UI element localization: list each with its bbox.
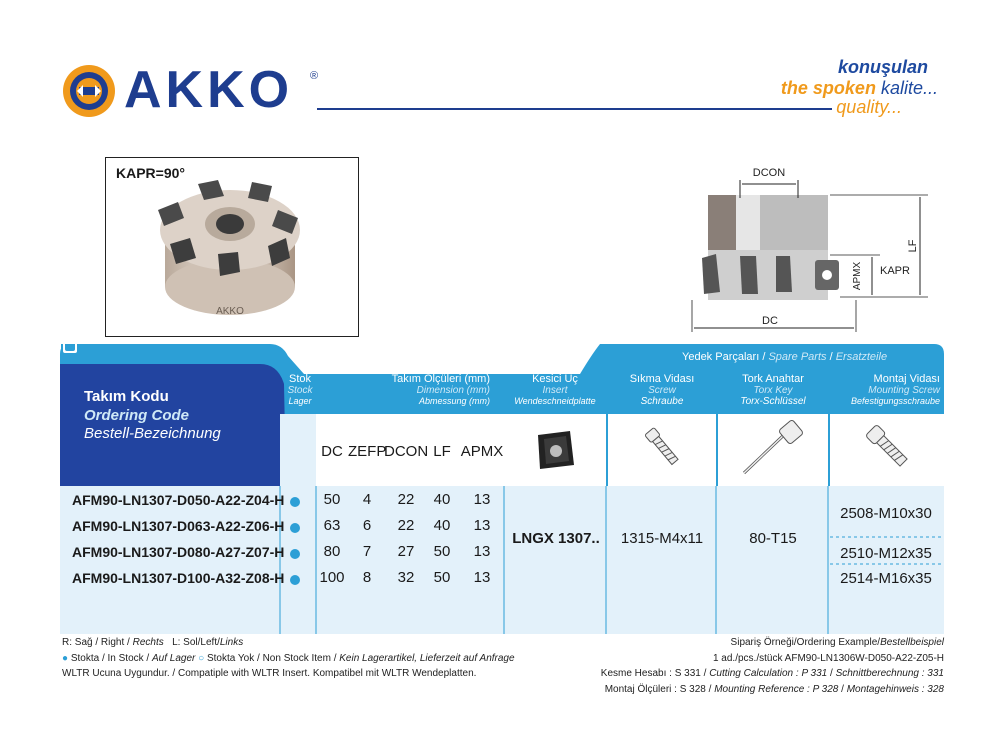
code-header-en: Ordering Code: [84, 407, 190, 424]
ordering-code: AFM90-LN1307-D100-A32-Z08-H: [72, 570, 285, 586]
torx-header: [718, 374, 828, 407]
slogan-rest: kalite...: [880, 78, 938, 98]
footer-legend-3: WLTR Ucuna Uygundur. / Compatiple with WLTR Insert. Kompatibel mit WLTR Wendeplatten.: [62, 668, 477, 679]
code-header-de: Bestell-Bezeichnung: [84, 425, 221, 442]
apmx-value: 13: [473, 491, 491, 508]
mounting-ref-en: Mounting Reference : P 328: [714, 684, 839, 695]
slogan-line-2: [740, 78, 938, 99]
dimensions-header-de: Abmessung (mm): [418, 396, 490, 406]
dimensions-header: [330, 374, 490, 407]
kapr-label: KAPR=90°: [116, 165, 186, 181]
legend-left-de: Links: [219, 637, 244, 648]
in-stock-dot-icon: ●: [62, 653, 69, 664]
legend-left: L: Sol/Left/: [172, 637, 220, 648]
table-row: [72, 570, 284, 586]
table-row: [72, 518, 284, 534]
dcon-value: 22: [397, 517, 415, 534]
mount-screw-code: 2514-M16x35: [840, 570, 932, 587]
in-stock-dot: [290, 575, 300, 585]
screw-code: 1315-M4x11: [620, 530, 704, 547]
in-stock-dot: [290, 549, 300, 559]
cutting-calc-tr: Kesme Hesabı : S 331 /: [600, 668, 707, 679]
zefp-value: 7: [362, 543, 372, 560]
apmx-value: 13: [473, 517, 491, 534]
screw-icon: [635, 423, 690, 473]
lf-label: LF: [907, 239, 919, 253]
cutting-calc-en: Cutting Calculation : P 331: [709, 668, 828, 679]
insert-header-en: Insert: [542, 385, 568, 396]
mount-screw-code: 2508-M10x30: [840, 505, 932, 522]
apmx-value: 13: [473, 569, 491, 586]
spare-parts-tr: Yedek Parçaları: [682, 351, 760, 363]
dc-value: 50: [323, 491, 341, 508]
in-stock-dot: [290, 497, 300, 507]
engraving-text: AKKO: [216, 306, 244, 317]
mounting-ref-tr: Montaj Ölçüleri : S 328 /: [604, 684, 712, 695]
footer-legend-1: [62, 637, 243, 648]
apmx-value: 13: [473, 543, 491, 560]
dcon-label: DCON: [752, 167, 786, 179]
mount-header: [832, 374, 940, 407]
mount-screw-code: 2510-M12x35: [840, 545, 932, 562]
dc-value: 63: [323, 517, 341, 534]
insert-header-tr: Kesici Uç: [532, 373, 578, 385]
registered-mark: ®: [310, 70, 319, 82]
ordering-example-label: [560, 637, 944, 648]
torx-header-en: Torx Key: [753, 385, 793, 396]
milling-cutter-image: [140, 172, 320, 327]
non-stock-circle-icon: ○: [198, 653, 205, 664]
dimensions-header-tr: Takım Ölçüleri (mm): [391, 373, 490, 385]
header-divider: [317, 108, 832, 110]
akko-logo-icon: [62, 64, 116, 118]
dcon-value: 22: [397, 491, 415, 508]
screw-header-en: Screw: [648, 385, 676, 396]
col-dcon: DCON: [384, 443, 429, 460]
col-lf: LF: [433, 443, 451, 460]
mount-header-en: Mounting Screw: [868, 385, 940, 396]
col-zefp: ZEFP: [348, 443, 387, 460]
ordering-code: AFM90-LN1307-D050-A22-Z04-H: [72, 492, 285, 508]
col-dc: DC: [321, 443, 343, 460]
cutting-calc-sep: /: [830, 668, 833, 679]
ordering-example-de: Bestellbeispiel: [880, 637, 944, 648]
dcon-value: 32: [397, 569, 415, 586]
torx-header-tr: Tork Anahtar: [742, 373, 804, 385]
ordering-example-tr-en: Sipariş Örneği/Ordering Example/: [730, 637, 881, 648]
mounting-reference: [560, 684, 944, 695]
lf-value: 50: [433, 543, 451, 560]
mount-header-de: Befestigungsschraube: [850, 396, 940, 406]
screw-header: [608, 374, 716, 407]
insert-header-de: Wendeschneidplatte: [514, 396, 596, 406]
slogan-bold: the spoken: [780, 78, 876, 98]
dimensions-header-en: Dimension (mm): [416, 385, 490, 396]
col-apmx: APMX: [460, 443, 504, 460]
zefp-value: 4: [362, 491, 372, 508]
apmx-label: APMX: [852, 261, 863, 291]
lf-value: 50: [433, 569, 451, 586]
cutting-calc-de: Schnittberechnung : 331: [835, 668, 944, 679]
torx-key-icon: [738, 417, 808, 479]
footer-legend-2: [62, 653, 515, 664]
dc-value: 100: [319, 569, 345, 586]
screw-header-tr: Sıkma Vidası: [629, 373, 695, 385]
stock-header-en: Stock: [287, 385, 313, 396]
dc-value: 80: [323, 543, 341, 560]
lf-value: 40: [433, 491, 451, 508]
stock-header-de: Lager: [288, 396, 312, 406]
technical-drawing: [680, 160, 940, 340]
ordering-code: AFM90-LN1307-D063-A22-Z06-H: [72, 518, 285, 534]
torx-header-de: Torx-Schlüssel: [740, 396, 806, 407]
insert-icon: [530, 425, 580, 475]
mounting-ref-sep: /: [841, 684, 844, 695]
stock-header: [282, 374, 318, 407]
mount-header-tr: Montaj Vidası: [873, 373, 940, 385]
insert-code: LNGX 1307..: [512, 530, 600, 547]
torx-code: 80-T15: [749, 530, 797, 547]
slogan-line-3: quality...: [836, 97, 902, 117]
spare-parts-header: Yedek Parçaları / Spare Parts / Ersatzteile: [682, 351, 888, 363]
stock-header-tr: Stok: [288, 373, 311, 385]
code-header-tr: Takım Kodu: [84, 388, 169, 405]
legend-in-stock-de: Auf Lager: [151, 653, 196, 664]
zefp-value: 8: [362, 569, 372, 586]
legend-right: R: Sağ / Right /: [62, 637, 130, 648]
insert-header: [505, 374, 605, 407]
screw-header-de: Schraube: [640, 396, 684, 407]
spare-parts-de: Ersatzteile: [835, 351, 888, 363]
mounting-screw-icon: [858, 421, 918, 473]
dcon-value: 27: [397, 543, 415, 560]
kapr-drawing-label: KAPR: [880, 265, 910, 277]
dc-label: DC: [762, 315, 778, 327]
ordering-example-value: 1 ad./pcs./stück AFM90-LN1306W-D050-A22-Z05-H: [712, 653, 944, 664]
in-stock-dot: [290, 523, 300, 533]
legend-in-stock: Stokta / In Stock /: [70, 653, 150, 664]
spare-parts-en: Spare Parts: [768, 351, 827, 363]
legend-right-de: Rechts: [132, 637, 164, 648]
legend-non-stock: Stokta Yok / Non Stock Item /: [206, 653, 337, 664]
cutting-calculation-ref: [560, 668, 944, 679]
legend-non-stock-de: Kein Lagerartikel, Lieferzeit auf Anfrage: [339, 653, 515, 664]
zefp-value: 6: [362, 517, 372, 534]
lf-value: 40: [433, 517, 451, 534]
table-row: [72, 544, 284, 560]
ordering-code: AFM90-LN1307-D080-A27-Z07-H: [72, 544, 285, 560]
table-row: [72, 492, 284, 508]
brand-name: AKKO: [124, 61, 294, 119]
mounting-ref-de: Montagehinweis : 328: [846, 684, 944, 695]
slogan-line-1: konuşulan: [837, 57, 928, 77]
